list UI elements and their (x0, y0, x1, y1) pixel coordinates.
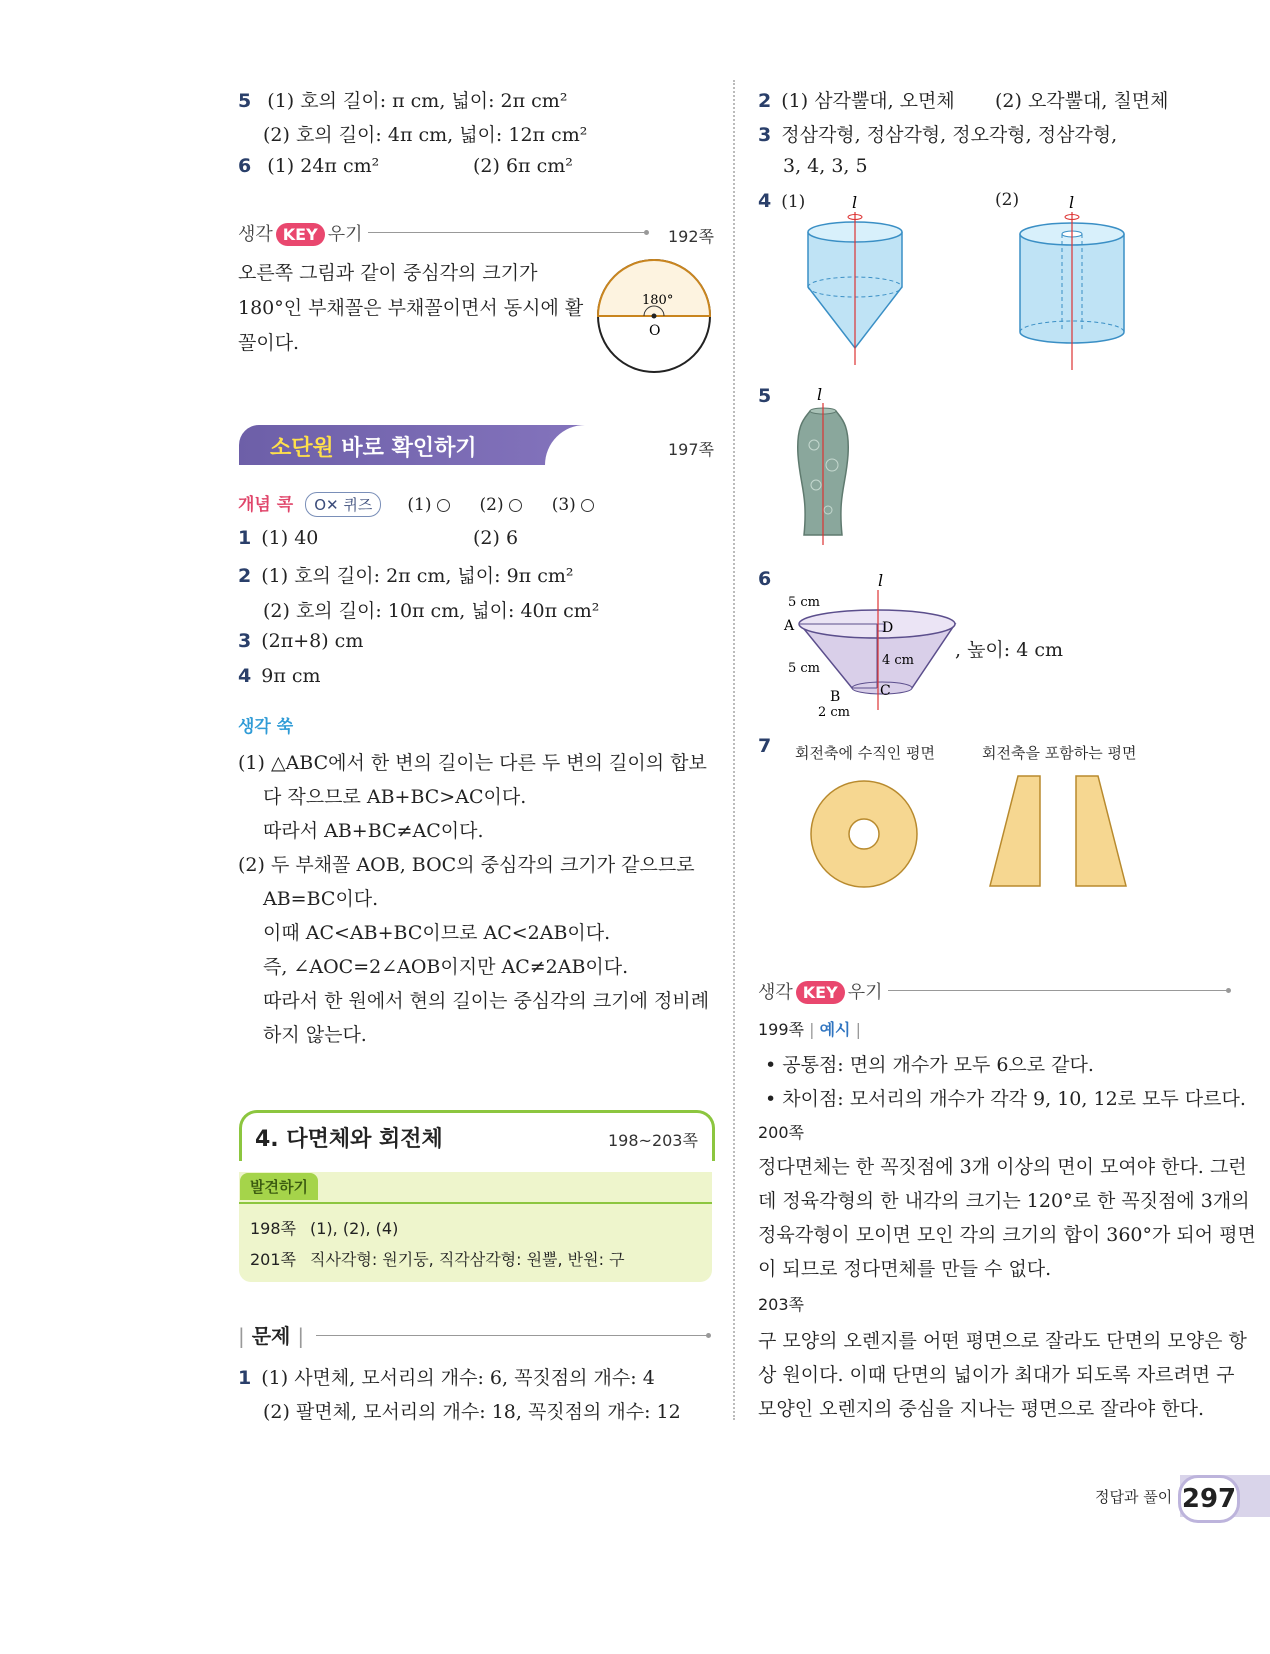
page-ref: 200쪽 (758, 1123, 804, 1142)
text-line: 정다면체는 한 꼭짓점에 3개 이상의 면이 모여야 한다. 그런 (758, 1156, 1247, 1178)
item-1: 1 (1) 40 (238, 527, 319, 549)
text-line: 꼴이다. (238, 332, 300, 354)
question-number: 6 (238, 155, 252, 177)
answer-r4: 4 (1) (758, 190, 806, 212)
page-range: 198~203쪽 (608, 1131, 698, 1150)
key-heading: 생각 KEY 우기 (238, 224, 363, 245)
discover-row-2: 201쪽 직사각형: 원기둥, 직각삼각형: 원뿔, 반원: 구 (250, 1250, 625, 1269)
bullet-common: • 공통점: 면의 개수가 모두 6으로 같다. (765, 1054, 1094, 1076)
svg-text:l: l (852, 193, 858, 212)
footer-label: 정답과 풀이 (1095, 1488, 1173, 1506)
page-ref: 203쪽 (758, 1295, 804, 1314)
item-4: 4 9π cm (238, 665, 321, 687)
caption-containing: 회전축을 포함하는 평면 (982, 744, 1137, 762)
p199-heading: 199쪽 | 예시 | (758, 1020, 861, 1039)
svg-text:4 cm: 4 cm (882, 653, 915, 668)
center-label: O (649, 323, 661, 339)
answer-6-height: , 높이: 4 cm (955, 639, 1064, 661)
think-heading: 생각 쑥 (238, 717, 294, 737)
answer-r2: 2 (1) 삼각뿔대, 오면체 (758, 90, 955, 112)
circle-icon (581, 499, 594, 512)
key-heading-2: 생각 KEY 우기 (758, 982, 883, 1003)
discover-label: 발견하기 (240, 1173, 318, 1200)
cylinder-cone-figure (795, 190, 915, 380)
hollow-cylinder-figure (1012, 190, 1132, 380)
text-line: 다 작으므로 AB+BC>AC이다. (263, 786, 527, 808)
text-line: 정육각형이 모이면 모인 각의 크기의 합이 360°가 되어 평면 (758, 1224, 1256, 1246)
svg-text:5 cm: 5 cm (788, 595, 821, 610)
section-title: 4. 다면체와 회전체 (255, 1127, 443, 1152)
text-line: (2) 두 부채꼴 AOB, BOC의 중심각의 크기가 같으므로 (238, 854, 695, 876)
answer-6: 6 (1) 24π cm² (238, 155, 380, 177)
svg-text:D: D (882, 620, 894, 636)
text-line: 따라서 AB+BC≠AC이다. (263, 820, 484, 842)
text-line: (1) △ABC에서 한 변의 길이는 다른 두 변의 길이의 합보 (238, 752, 707, 774)
text-line: 이 되므로 정다면체를 만들 수 없다. (758, 1258, 1052, 1280)
text-line: 180°인 부채꼴은 부채꼴이면서 동시에 활 (238, 297, 584, 319)
page-ref: 197쪽 (668, 440, 714, 459)
problem-heading: | 문제 | (238, 1324, 305, 1348)
discover-row-1: 198쪽 (1), (2), (4) (250, 1219, 399, 1238)
problem-1: 1 (1) 사면체, 모서리의 개수: 6, 꼭짓점의 개수: 4 (238, 1367, 655, 1389)
svg-text:B: B (830, 689, 841, 705)
text-line: AB=BC이다. (263, 888, 379, 910)
svg-text:2 cm: 2 cm (818, 705, 851, 720)
svg-text:C: C (880, 683, 891, 699)
svg-text:l: l (1069, 193, 1075, 212)
frustum-figure (780, 570, 960, 720)
answer-r6: 6 (758, 568, 772, 590)
vase-figure (778, 385, 868, 550)
answer-6-2: (2) 6π cm² (473, 155, 573, 177)
text-line: 즉, ∠AOC=2∠AOB이지만 AC≠2AB이다. (263, 956, 629, 978)
answer-r7: 7 (758, 735, 772, 757)
circle-icon (509, 499, 522, 512)
text-line: 모양인 오렌지의 중심을 지나는 평면으로 잘라야 한다. (758, 1398, 1205, 1420)
page-number: 297 (1178, 1475, 1240, 1523)
caption-perpendicular: 회전축에 수직인 평면 (795, 744, 935, 762)
item-3: 3 (2π+8) cm (238, 630, 364, 652)
ox-badge: O✕ 퀴즈 (305, 492, 381, 517)
trapezoids-figure (988, 774, 1130, 889)
column-divider (733, 80, 735, 1420)
semicircle-figure (592, 258, 716, 378)
answer-5-2: (2) 호의 길이: 4π cm, 넓이: 12π cm² (263, 124, 588, 146)
text-line: 데 정육각형의 한 내각의 크기는 120°로 한 꼭짓점에 3개의 (758, 1190, 1250, 1212)
key-badge: KEY (796, 981, 845, 1004)
answer-r5: 5 (758, 385, 772, 407)
text-line: 오른쪽 그림과 같이 중심각의 크기가 (238, 262, 538, 284)
svg-text:5 cm: 5 cm (788, 661, 821, 676)
question-number: 5 (238, 90, 252, 112)
bullet-difference: • 차이점: 모서리의 개수가 각각 9, 10, 12로 모두 다르다. (765, 1088, 1246, 1110)
answer-5: 5 (1) 호의 길이: π cm, 넓이: 2π cm² (238, 90, 568, 112)
annulus-figure (808, 778, 920, 890)
text-line: 상 원이다. 이때 단면의 넓이가 최대가 되도록 자르려면 구 (758, 1364, 1235, 1386)
answer-r3: 3 정삼각형, 정삼각형, 정오각형, 정삼각형, (758, 124, 1118, 146)
banner-title: 소단원 바로 확인하기 (270, 436, 477, 461)
circle-icon (437, 499, 450, 512)
key-badge: KEY (276, 223, 325, 246)
text-line: 구 모양의 오렌지를 어떤 평면으로 잘라도 단면의 모양은 항 (758, 1330, 1247, 1352)
page-ref: 192쪽 (668, 227, 714, 246)
text-line: 하지 않는다. (263, 1024, 367, 1046)
svg-text:l: l (817, 385, 823, 404)
svg-text:A: A (784, 618, 795, 634)
text-line: 따라서 한 원에서 현의 길이는 중심각의 크기에 정비례 (263, 990, 710, 1012)
svg-text:l: l (878, 571, 884, 590)
item-2: 2 (1) 호의 길이: 2π cm, 넓이: 9π cm² (238, 565, 574, 587)
text-line: 이때 AC<AB+BC이므로 AC<2AB이다. (263, 922, 611, 944)
heading-rule (368, 232, 646, 233)
ox-quiz: 개념 콕 O✕ 퀴즈 (1) (2) (3) (238, 490, 594, 517)
angle-label: 180° (642, 293, 674, 308)
